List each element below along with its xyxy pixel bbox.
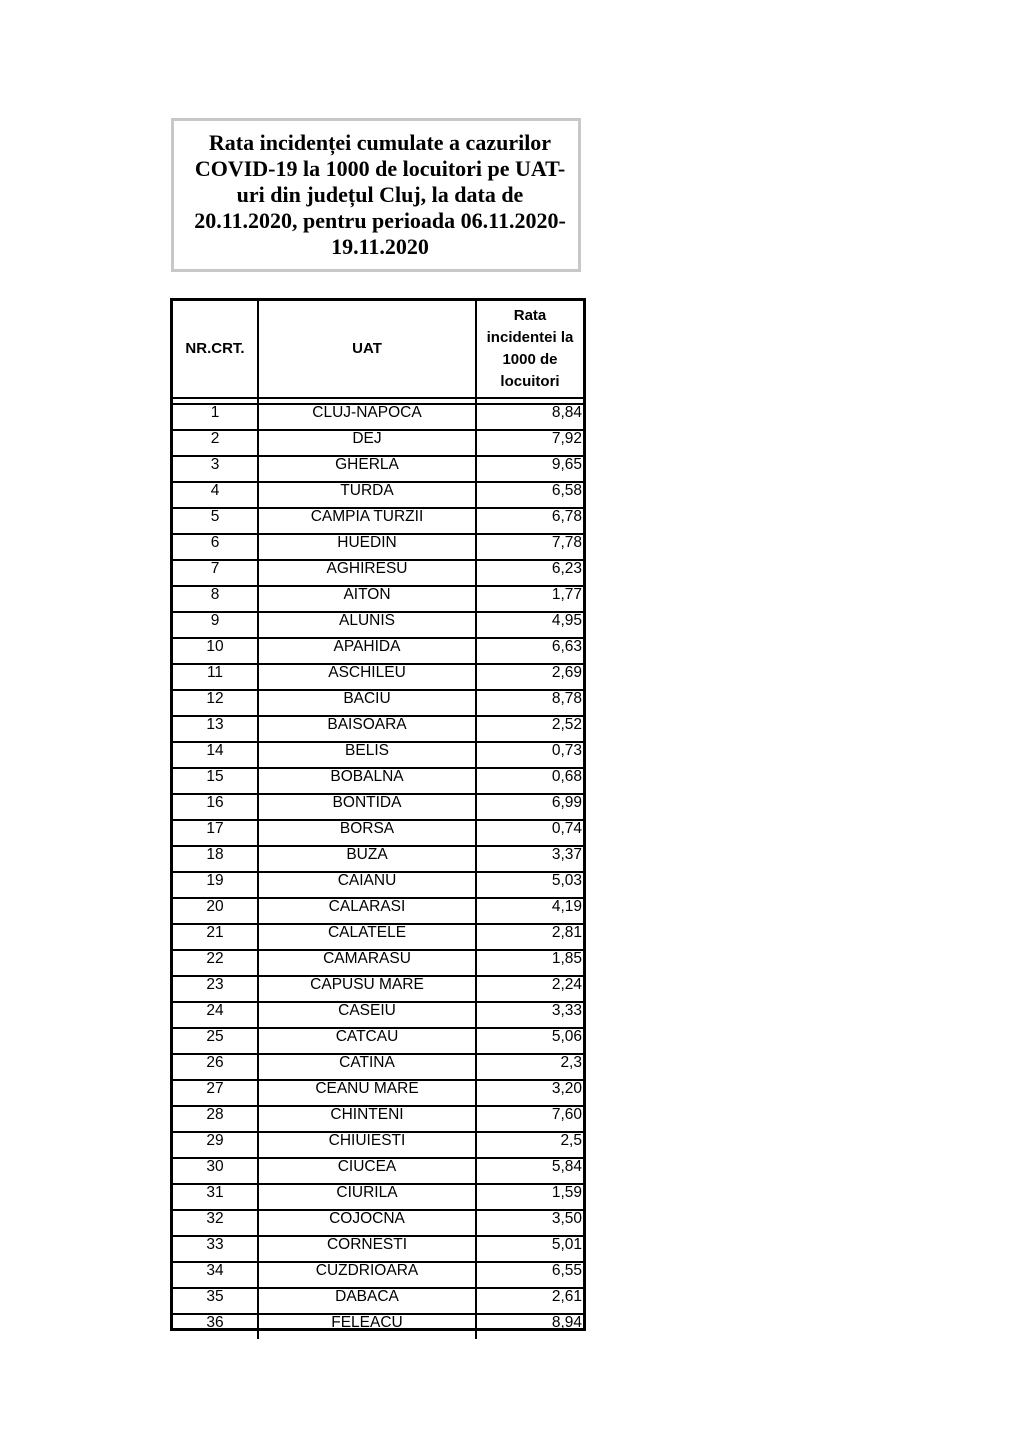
row-incidence-rate: 3,50 xyxy=(476,1210,583,1236)
row-uat-name: BACIU xyxy=(258,690,476,716)
table-row xyxy=(173,404,583,430)
row-uat-name: CATINA xyxy=(258,1054,476,1080)
table-row xyxy=(173,1106,583,1132)
table-row xyxy=(173,1262,583,1288)
table-row xyxy=(173,1002,583,1028)
row-uat-name: BOBALNA xyxy=(258,768,476,794)
row-uat-name: CUZDRIOARA xyxy=(258,1262,476,1288)
row-incidence-rate: 1,85 xyxy=(476,950,583,976)
header-rate xyxy=(476,301,583,398)
row-uat-name: CAPUSU MARE xyxy=(258,976,476,1002)
row-number: 35 xyxy=(173,1288,258,1314)
row-number: 36 xyxy=(173,1314,258,1339)
row-uat-name: ASCHILEU xyxy=(258,664,476,690)
row-incidence-rate: 2,3 xyxy=(476,1054,583,1080)
row-uat-name: CORNESTI xyxy=(258,1236,476,1262)
row-incidence-rate: 0,74 xyxy=(476,820,583,846)
row-uat-name: CAMPIA TURZII xyxy=(258,508,476,534)
table-row xyxy=(173,1210,583,1236)
row-uat-name: BONTIDA xyxy=(258,794,476,820)
row-incidence-rate: 3,37 xyxy=(476,846,583,872)
row-uat-name: BORSA xyxy=(258,820,476,846)
row-number: 28 xyxy=(173,1106,258,1132)
row-incidence-rate: 6,23 xyxy=(476,560,583,586)
row-number: 29 xyxy=(173,1132,258,1158)
row-incidence-rate: 6,78 xyxy=(476,508,583,534)
row-incidence-rate: 2,24 xyxy=(476,976,583,1002)
row-uat-name: CALARASI xyxy=(258,898,476,924)
row-number: 22 xyxy=(173,950,258,976)
incidence-table-grid xyxy=(173,301,583,1339)
row-uat-name: COJOCNA xyxy=(258,1210,476,1236)
table-row xyxy=(173,716,583,742)
table-row xyxy=(173,1028,583,1054)
row-uat-name: CAIANU xyxy=(258,872,476,898)
row-number: 33 xyxy=(173,1236,258,1262)
row-uat-name: APAHIDA xyxy=(258,638,476,664)
row-number: 13 xyxy=(173,716,258,742)
row-incidence-rate: 5,84 xyxy=(476,1158,583,1184)
row-incidence-rate: 5,03 xyxy=(476,872,583,898)
row-uat-name: HUEDIN xyxy=(258,534,476,560)
row-number: 15 xyxy=(173,768,258,794)
table-row xyxy=(173,1288,583,1314)
row-incidence-rate: 7,60 xyxy=(476,1106,583,1132)
table-row xyxy=(173,690,583,716)
row-incidence-rate: 5,06 xyxy=(476,1028,583,1054)
row-number: 9 xyxy=(173,612,258,638)
table-row xyxy=(173,976,583,1002)
document-title-box xyxy=(171,118,581,272)
row-uat-name: CASEIU xyxy=(258,1002,476,1028)
table-row xyxy=(173,456,583,482)
row-number: 2 xyxy=(173,430,258,456)
row-number: 21 xyxy=(173,924,258,950)
row-number: 20 xyxy=(173,898,258,924)
row-uat-name: CHINTENI xyxy=(258,1106,476,1132)
row-number: 16 xyxy=(173,794,258,820)
row-number: 34 xyxy=(173,1262,258,1288)
row-uat-name: DABACA xyxy=(258,1288,476,1314)
row-number: 31 xyxy=(173,1184,258,1210)
table-row xyxy=(173,1158,583,1184)
row-uat-name: TURDA xyxy=(258,482,476,508)
row-incidence-rate: 2,52 xyxy=(476,716,583,742)
row-number: 30 xyxy=(173,1158,258,1184)
row-incidence-rate: 0,73 xyxy=(476,742,583,768)
table-row xyxy=(173,1054,583,1080)
row-number: 10 xyxy=(173,638,258,664)
row-number: 12 xyxy=(173,690,258,716)
row-incidence-rate: 7,78 xyxy=(476,534,583,560)
row-uat-name: CIUCEA xyxy=(258,1158,476,1184)
table-row xyxy=(173,872,583,898)
row-uat-name: BAISOARA xyxy=(258,716,476,742)
row-number: 3 xyxy=(173,456,258,482)
row-incidence-rate: 6,58 xyxy=(476,482,583,508)
table-row xyxy=(173,794,583,820)
row-number: 32 xyxy=(173,1210,258,1236)
row-uat-name: CLUJ-NAPOCA xyxy=(258,404,476,430)
row-incidence-rate: 4,19 xyxy=(476,898,583,924)
row-incidence-rate: 3,33 xyxy=(476,1002,583,1028)
row-incidence-rate: 2,69 xyxy=(476,664,583,690)
row-uat-name: CATCAU xyxy=(258,1028,476,1054)
row-uat-name: CHIUIESTI xyxy=(258,1132,476,1158)
row-number: 18 xyxy=(173,846,258,872)
row-incidence-rate: 9,65 xyxy=(476,456,583,482)
row-incidence-rate: 8,94 xyxy=(551,1314,582,1331)
row-number: 8 xyxy=(173,586,258,612)
row-uat-name: CALATELE xyxy=(258,924,476,950)
table-row xyxy=(173,1314,583,1339)
table-row xyxy=(173,586,583,612)
row-number: 1 xyxy=(173,404,258,430)
table-row xyxy=(173,1236,583,1262)
row-number: 25 xyxy=(173,1028,258,1054)
row-number: 19 xyxy=(173,872,258,898)
table-row xyxy=(173,742,583,768)
row-number: 17 xyxy=(173,820,258,846)
table-row xyxy=(173,664,583,690)
table-row xyxy=(173,534,583,560)
row-uat-name: AGHIRESU xyxy=(258,560,476,586)
row-number: 14 xyxy=(173,742,258,768)
table-body xyxy=(173,398,583,1339)
table-row xyxy=(173,1184,583,1210)
table-row xyxy=(173,898,583,924)
row-uat-name: FELEACU xyxy=(258,1314,476,1339)
header-rate-label: Rata incidentei la 1000 de locuitori xyxy=(486,307,574,390)
header-nr-crt: NR.CRT. xyxy=(173,301,258,398)
row-number: 24 xyxy=(173,1002,258,1028)
table-row xyxy=(173,768,583,794)
row-incidence-rate: 2,61 xyxy=(476,1288,583,1314)
row-incidence-rate: 5,01 xyxy=(476,1236,583,1262)
table-row xyxy=(173,950,583,976)
row-incidence-rate: 6,63 xyxy=(476,638,583,664)
table-row xyxy=(173,1132,583,1158)
row-incidence-rate: 8,78 xyxy=(476,690,583,716)
row-incidence-rate: 0,68 xyxy=(476,768,583,794)
row-number: 5 xyxy=(173,508,258,534)
row-number: 11 xyxy=(173,664,258,690)
row-incidence-rate: 1,59 xyxy=(476,1184,583,1210)
row-uat-name: DEJ xyxy=(258,430,476,456)
row-incidence-rate: 1,77 xyxy=(476,586,583,612)
row-incidence-rate: 6,99 xyxy=(476,794,583,820)
table-row xyxy=(173,924,583,950)
row-uat-name: AITON xyxy=(258,586,476,612)
table-row xyxy=(173,612,583,638)
row-number: 7 xyxy=(173,560,258,586)
table-row xyxy=(173,482,583,508)
table-row xyxy=(173,1080,583,1106)
row-incidence-rate: 6,55 xyxy=(476,1262,583,1288)
row-number: 26 xyxy=(173,1054,258,1080)
row-uat-name: CEANU MARE xyxy=(258,1080,476,1106)
row-uat-name: CIURILA xyxy=(258,1184,476,1210)
row-uat-name: ALUNIS xyxy=(258,612,476,638)
row-incidence-rate: 2,5 xyxy=(476,1132,583,1158)
table-row xyxy=(173,846,583,872)
row-uat-name: BELIS xyxy=(258,742,476,768)
document-title: Rata incidenței cumulate a cazurilor COVID-19 la 1000 de locuitori pe UAT- uri din județul Cluj, la data de 20.11.2020, pentru perioada 06.11.2020- 19.11.2020 xyxy=(194,130,566,259)
table-row xyxy=(173,638,583,664)
row-number: 23 xyxy=(173,976,258,1002)
table-row xyxy=(173,430,583,456)
row-incidence-rate: 4,95 xyxy=(476,612,583,638)
row-number: 4 xyxy=(173,482,258,508)
row-uat-name: GHERLA xyxy=(258,456,476,482)
row-incidence-rate: 3,20 xyxy=(476,1080,583,1106)
row-incidence-rate: 8,84 xyxy=(476,404,583,430)
table-row xyxy=(173,820,583,846)
row-uat-name: BUZA xyxy=(258,846,476,872)
row-uat-name: CAMARASU xyxy=(258,950,476,976)
row-number: 6 xyxy=(173,534,258,560)
table-row xyxy=(173,508,583,534)
row-incidence-rate: 7,92 xyxy=(476,430,583,456)
row-number: 27 xyxy=(173,1080,258,1106)
table-header-row xyxy=(173,301,583,398)
table-row xyxy=(173,560,583,586)
incidence-table xyxy=(170,298,586,1331)
header-uat: UAT xyxy=(258,301,476,398)
row-incidence-rate: 2,81 xyxy=(476,924,583,950)
